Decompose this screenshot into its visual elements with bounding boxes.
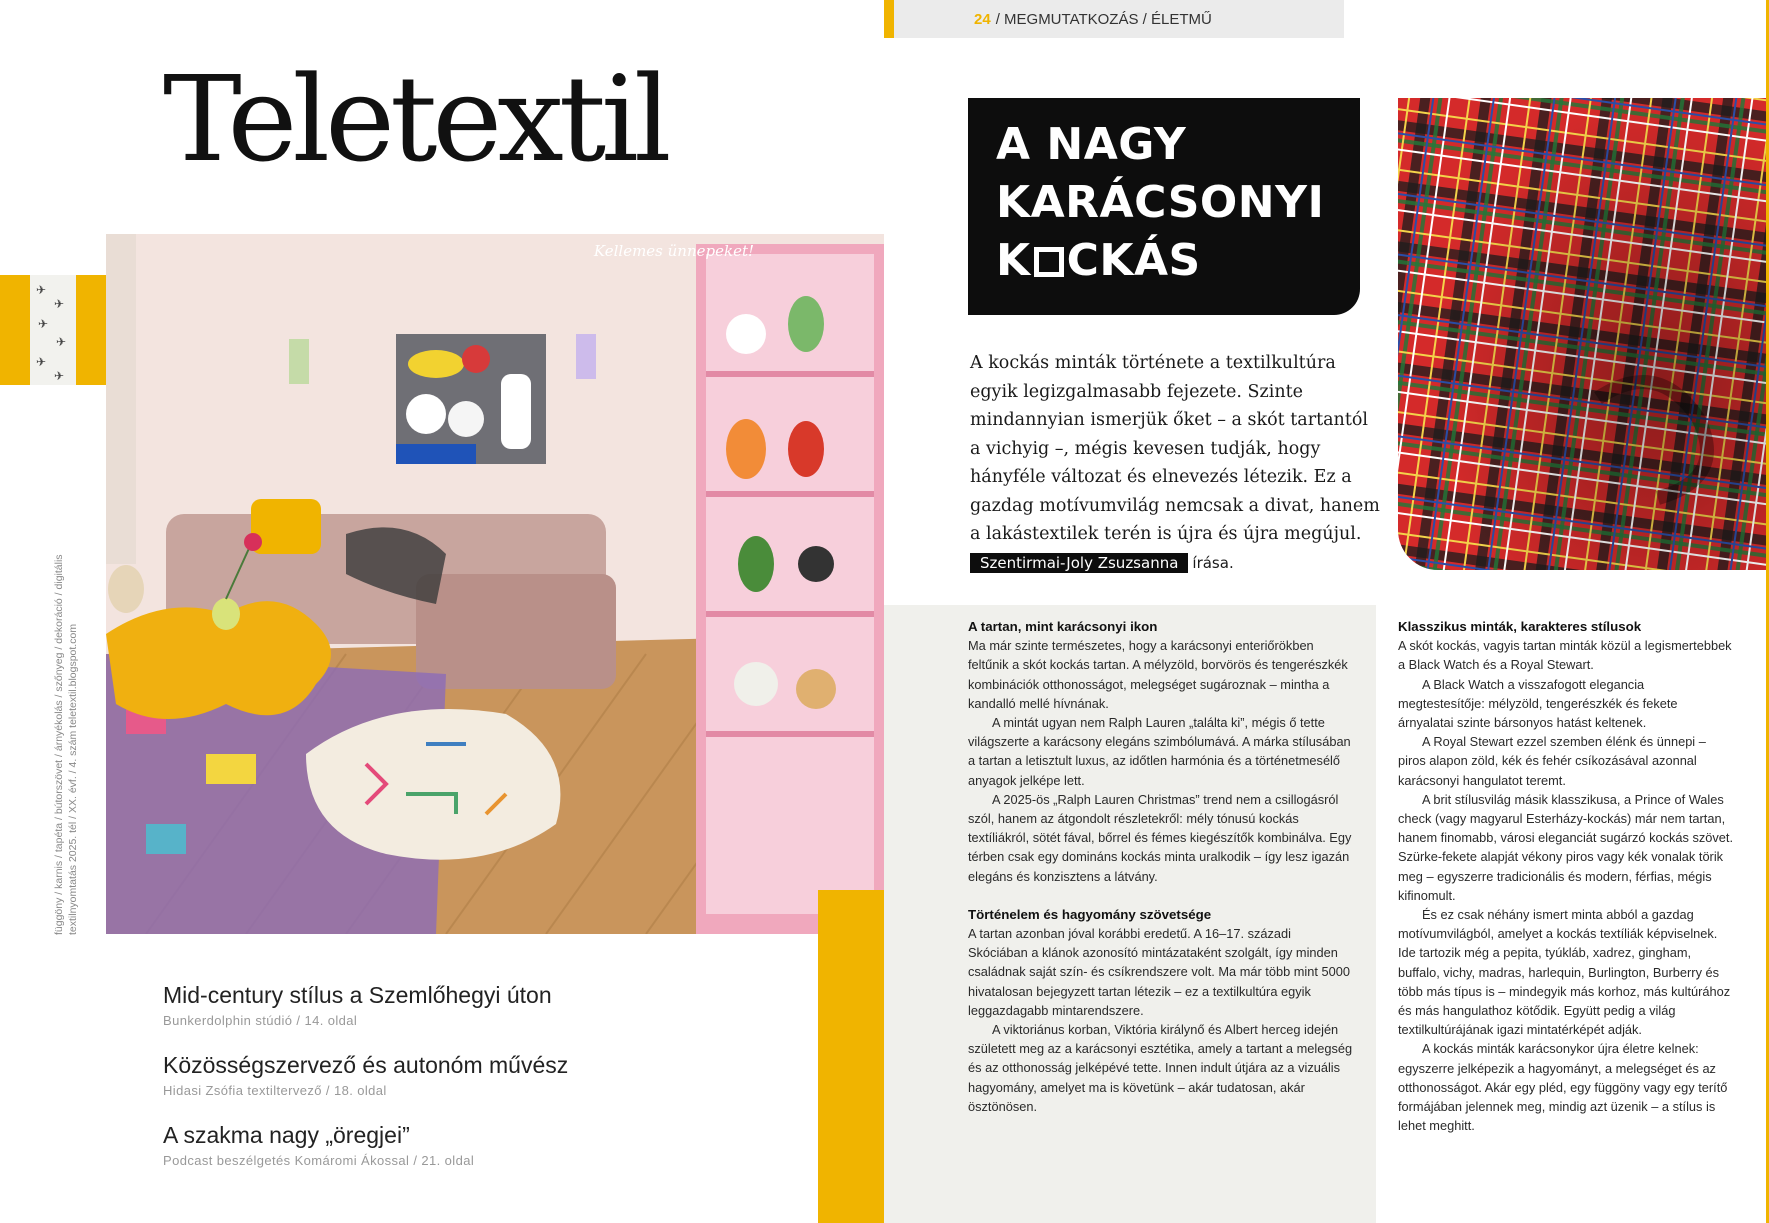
table-of-contents xyxy=(163,980,803,1190)
left-page xyxy=(0,0,884,1223)
toc-title: A szakma nagy „öregjei” xyxy=(163,1122,410,1148)
square-icon xyxy=(1034,247,1064,277)
tartan-pattern-illustration xyxy=(1398,98,1769,570)
author-name: Szentirmai-Joly Zsuzsanna xyxy=(970,553,1188,573)
paragraph: A brit stílusvilág másik klasszikusa, a Prince of Wales check (vagy magyarul Esterházy-kockás) már nem tartan, hanem finomabb, városi eleganciát sugárzó kockás szövet. Szürke-fekete alapját vékony piros vagy kék vonalak törik meg – egyszerre tradicionális és modern, férfias, mégis kifinomult. xyxy=(1398,791,1734,903)
article-lead xyxy=(970,349,1380,577)
paragraph: A Black Watch a visszafogott elegancia megtestesítője: mélyzöld, tengerészkék és fekete árnyalatai szinte bársonyos hatást keltenek. xyxy=(1398,676,1678,731)
title-line: A NAGY xyxy=(996,119,1187,170)
toc-item[interactable] xyxy=(163,1120,803,1172)
paragraph: A tartan azonban jóval korábbi eredetű. A 16–17. századi Skóciában a klánok azonosító mintázataként szolgált, így minden családnak saját szín- és csíkrendszere volt. Ma már több mint 5000 hivatalosan bejegyzett tartan létezik – ez a textilkultúra egyik leggazdagabb mintarendszere. xyxy=(968,926,1350,1018)
lead-text: A kockás minták története a textilkultúra egyik legizgalmasabb fejezete. Szinte mindannyian ismerjük őket – a skót tartantól a vichyig –, mégis kevesen tudják, hogy hányféle változat és elnevezés létezik. Ez a gazdag motívumvilág nemcsak a divat, hanem a lakástextilek terén is újra és újra megújul. xyxy=(970,353,1380,544)
author-suffix: írása. xyxy=(1192,553,1234,572)
bird-pattern-icon: ✈ ✈ ✈ ✈ ✈ ✈ xyxy=(30,275,76,385)
toc-title: Közösségszervező és autonóm művész xyxy=(163,1052,569,1078)
section-header xyxy=(884,0,1344,38)
issue-accent-strip xyxy=(0,275,30,385)
paragraph: És ez csak néhány ismert minta abból a gazdag motívumvilágból, amelyet a kockás textíliák képviselnek. Ide tartozik még a pepita, tyúkláb, xadrez, gingham, buffalo, vichy, madras, harlequin, Burlington, Burberry és több más típus is – mindegyik más korhoz, más kultúrához és más hangulathoz kötődik. Együtt pedig a világ textilkultúrájának igazi mintatérképét adják. xyxy=(1398,907,1731,1038)
subheading: Klasszikus minták, karakteres stílusok xyxy=(1398,619,1642,634)
title-letter: K xyxy=(996,235,1031,286)
accent-bar xyxy=(818,890,884,1223)
toc-subtitle: Bunkerdolphin stúdió / 14. oldal xyxy=(163,1013,358,1028)
toc-title: Mid-century stílus a Szemlőhegyi úton xyxy=(163,982,552,1008)
subheading: A tartan, mint karácsonyi ikon xyxy=(968,619,1158,634)
toc-subtitle: Podcast beszélgetés Komáromi Ákossal / 21. oldal xyxy=(163,1153,475,1168)
photo-caption: Kellemes ünnepeket! xyxy=(593,242,754,260)
page-number: 24 xyxy=(974,10,991,28)
paragraph: A kockás minták karácsonykor újra életre kelnek: egyszerre jelképezik a hagyományt, a melegséget és az otthonosságot. Akár egy pléd, egy függöny vagy egy terítő formájában jelennek meg, mindig azt üzenik – a stílus is lehet meghitt. xyxy=(1398,1041,1728,1134)
title-line: KARÁCSONYI xyxy=(996,177,1325,228)
section-label: / MEGMUTATKOZÁS / ÉLETMŰ xyxy=(995,10,1212,28)
tartan-fabric-photo xyxy=(1398,98,1769,570)
living-room-photo xyxy=(106,234,884,934)
title-letters: CKÁS xyxy=(1066,235,1201,286)
living-room-illustration xyxy=(106,234,884,934)
article-title xyxy=(968,98,1360,315)
article-column-2 xyxy=(1398,617,1734,1135)
magazine-title: Teletextil xyxy=(163,50,667,188)
paragraph: A Royal Stewart ezzel szemben élénk és ünnepi – piros alapon zöld, kék és fehér csíkozásával azonnal karácsonyi hangulatot teremt. xyxy=(1398,734,1706,788)
toc-item[interactable] xyxy=(163,1050,803,1102)
paragraph: A mintát ugyan nem Ralph Lauren „találta ki”, mégis ő tette világszerte a karácsony elegáns szimbólumává. A márka stílusában a tartan a letisztult luxus, az időtlen harmónia és a történetmesélő anyagok jelképe lett. xyxy=(968,715,1351,788)
right-page xyxy=(884,0,1769,1223)
paragraph: A viktoriánus korban, Viktória királynő és Albert herceg idején született meg az a karácsonyi esztétika, amely a tartant a melegség és az otthonosság jelképévé tette. Innen indult útjára az a vizuális hagyomány, amelyet ma is követünk – akár tudatosan, akár ösztönösen. xyxy=(968,1022,1353,1114)
paragraph: A 2025-ös „Ralph Lauren Christmas” trend nem a csillogásról szól, hanem az átgondolt részletekről: mély tónusú kockás textíliákról, sötét fával, bőrrel és fémes kiegészítők kombinálva. Egy térben csak egy domináns kockás minta uralkodik – így lesz igazán elegáns és konzisztens a látvány. xyxy=(968,791,1352,884)
paragraph: A skót kockás, vagyis tartan minták közül a legismertebbek a Black Watch és a Royal Stewart. xyxy=(1398,638,1732,673)
toc-item[interactable] xyxy=(163,980,803,1032)
subheading: Történelem és hagyomány szövetsége xyxy=(968,906,1212,922)
toc-subtitle: Hidasi Zsófia textiltervező / 18. oldal xyxy=(163,1083,387,1098)
article-column-1 xyxy=(968,617,1354,1116)
paragraph: Ma már szinte természetes, hogy a karácsonyi enteriőrökben feltűnik a skót kockás tartan. A mélyzöld, borvörös és tengerészkék kombinációk otthonosságot, melegséget sugároznak – mintha a kandalló mellé hívnának. xyxy=(968,638,1348,711)
title-line xyxy=(996,232,1332,290)
vertical-credit: függöny / karnis / tapéta / bútorszövet / árnyékolás / szőnyeg / dekoráció / digitális textilnyomtatás 2025. tél / XX. évf. / 4. szám teletextil.blogspot.com xyxy=(53,554,79,935)
